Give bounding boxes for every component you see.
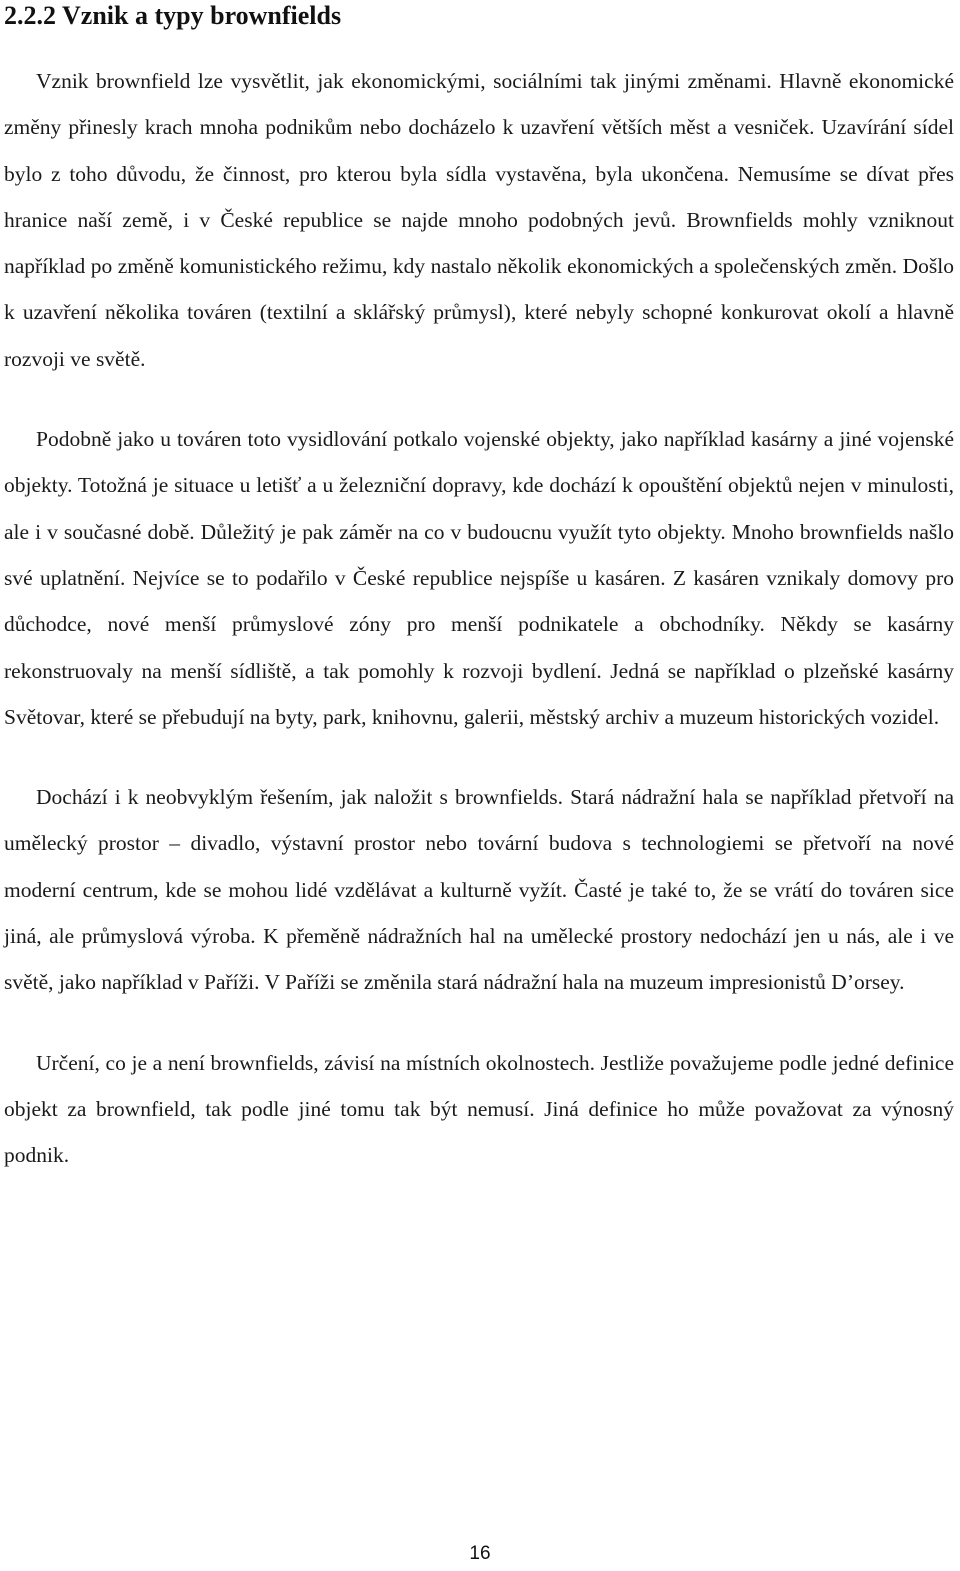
section-heading: 2.2.2 Vznik a typy brownfields xyxy=(4,1,342,30)
paragraph-unusual-solutions: Dochází i k neobvyklým řešením, jak naložit s brownfields. Stará nádražní hala se například přetvoří na umělecký prostor – divadlo, výstavní prostor nebo tovární budova s technologiemi se přetvoří na nové moderní centrum, kde se mohou lidé vzdělávat a kulturně vyžít. Časté je také to, že se vrátí do továren sice jiná, ale průmyslová výroba. K přeměně nádražních hal na umělecké prostory nedochází jen u nás, ale i ve světě, jako například v Paříži. V Paříži se změnila stará nádražní hala na muzeum impresionistů D’orsey. xyxy=(4,785,954,995)
page-number: 16 xyxy=(469,1543,491,1564)
paragraph-origin-of-brownfields: Vznik brownfield lze vysvětlit, jak ekonomickými, sociálními tak jinými změnami. Hlavně ekonomické změny přinesly krach mnoha podnikům nebo docházelo k uzavření větších měst a vesniček. Uzavírání sídel bylo z toho důvodu, že činnost, pro kterou byla sídla vystavěna, byla ukončena. Nemusíme se dívat přes hranice naší země, i v České republice se najde mnoho podobných jevů. Brownfields mohly vzniknout například po změně komunistického režimu, kdy nastalo několik ekonomických a společenských změn. Došlo k uzavření několika továren (textilní a sklářský průmysl), které nebyly schopné konkurovat okolí a hlavně rozvoji ve světě. xyxy=(4,69,954,371)
paragraph-definition: Určení, co je a není brownfields, závisí na místních okolnostech. Jestliže považujeme podle jedné definice objekt za brownfield, tak podle jiné tomu tak být nemusí. Jiná definice ho může považovat za výnosný podnik. xyxy=(4,1050,954,1168)
paragraph-military-objects: Podobně jako u továren toto vysidlování potkalo vojenské objekty, jako například kasárny a jiné vojenské objekty. Totožná je situace u letišť a u železniční dopravy, kde dochází k opouštění objektů nejen v minulosti, ale i v současné době. Důležitý je pak záměr na co v budoucnu využít tyto objekty. Mnoho brownfields našlo své uplatnění. Nejvíce se to podařilo v České republice nejspíše u kasáren. Z kasáren vznikaly domovy pro důchodce, nové menší průmyslové zóny pro menší podnikatele a obchodníky. Někdy se kasárny rekonstruovaly na menší sídliště, a tak pomohly k rozvoji bydlení. Jedná se například o plzeňské kasárny Světovar, které se přebudují na byty, park, knihovnu, galerii, městský archiv a muzeum historických vozidel. xyxy=(4,427,954,729)
document-page xyxy=(4,0,954,1179)
